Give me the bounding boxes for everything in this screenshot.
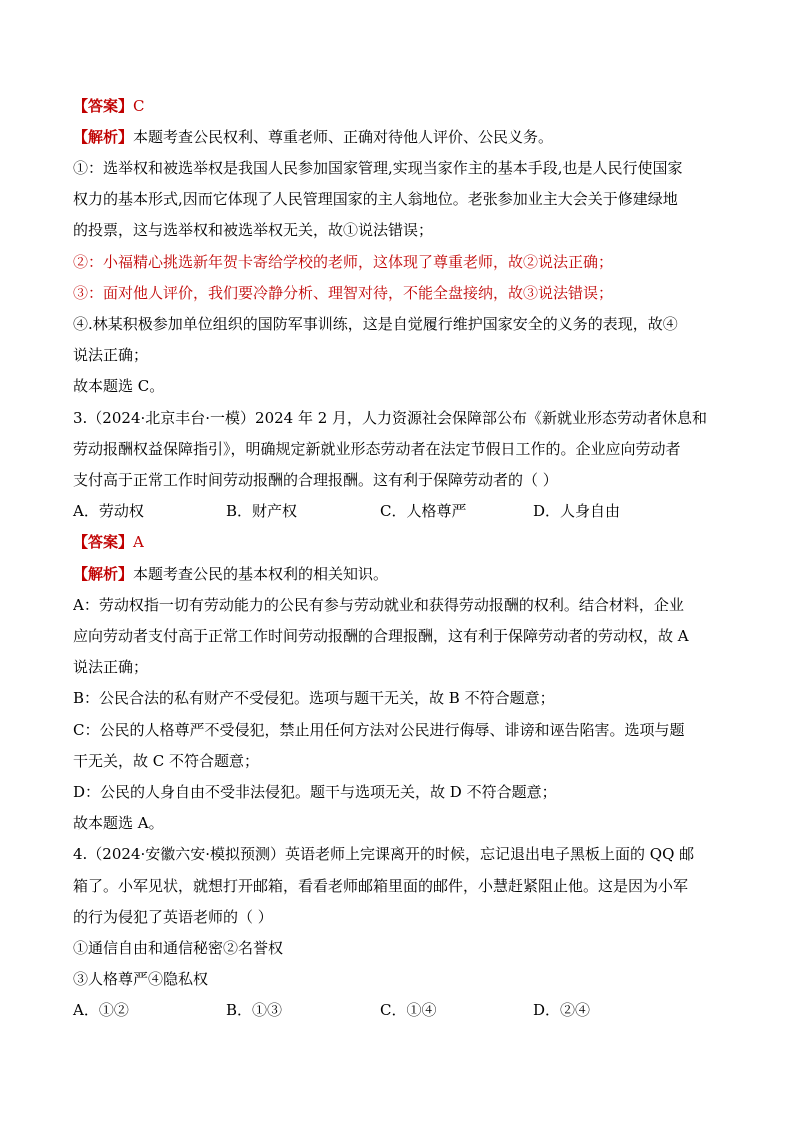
q2-line-7: 说法正确；: [73, 346, 149, 364]
q3-answer-label: 【答案】: [73, 533, 134, 551]
q3-line-8: 故本题选 A。: [73, 814, 164, 832]
q2-answer-line: [73, 96, 733, 116]
q2-analysis-intro: 本题考查公民权利、尊重老师、正确对待他人评价、公民义务。: [133, 128, 554, 146]
q2-answer-label: 【答案】: [73, 97, 134, 115]
q3-stem-1: 3.（2024·北京丰台·一模）2024 年 2 月，人力资源社会保障部公布《新就业形态劳动者休息和: [73, 409, 708, 427]
q3-option-b: B．财产权: [226, 502, 298, 520]
q3-stem-2: 劳动报酬权益保障指引》，明确规定新就业形态劳动者在法定节假日工作的。企业应向劳动者: [73, 440, 681, 458]
q3-line-3: 说法正确；: [73, 658, 149, 676]
q4-item-line-1: ①通信自由和通信秘密②名誉权: [73, 939, 284, 957]
q2-answer-value: C: [133, 97, 145, 115]
q2-line-1: ①：选举权和被选举权是我国人民参加国家管理,实现当家作主的基本手段,也是人民行使国家: [73, 159, 683, 177]
q2-line-4: ②：小福精心挑选新年贺卡寄给学校的老师，这体现了尊重老师，故②说法正确；: [73, 253, 614, 271]
q4-stem-1: 4.（2024·安徽六安·模拟预测）英语老师上完课离开的时候，忘记退出电子黑板上面的 QQ 邮: [73, 845, 695, 863]
q2-line-6: ④.林某积极参加单位组织的国防军事训练，这是自觉履行维护国家安全的义务的表现，故④: [73, 315, 678, 333]
q3-analysis-label: 【解析】: [73, 565, 134, 583]
q4-option-c: C．①④: [380, 1001, 437, 1019]
q4-option-d: D．②④: [533, 1001, 591, 1019]
q4-option-b: B．①③: [226, 1001, 283, 1019]
q3-line-4: B：公民合法的私有财产不受侵犯。选项与题干无关，故 B 不符合题意；: [73, 689, 555, 707]
q3-line-6: 干无关，故 C 不符合题意；: [73, 752, 260, 770]
q3-answer-line: [73, 532, 733, 552]
q4-stem-2: 箱了。小军见状，就想打开邮箱，看看老师邮箱里面的邮件，小慧赶紧阻止他。这是因为小军: [73, 877, 689, 895]
q3-option-a: A．劳动权: [73, 502, 144, 520]
q4-option-a: A．①②: [73, 1001, 129, 1019]
q2-line-2: 权力的基本形式,因而它体现了人民管理国家的主人翁地位。老张参加业主大会关于修建绿地: [73, 190, 678, 208]
q3-analysis-line: [73, 564, 733, 584]
q2-line-3: 的投票，这与选举权和被选举权无关，故①说法错误；: [73, 221, 434, 239]
q4-item-line-2: ③人格尊严④隐私权: [73, 970, 209, 988]
q3-line-5: C：公民的人格尊严不受侵犯，禁止用任何方法对公民进行侮辱、诽谤和诬告陷害。选项与题: [73, 721, 685, 739]
q3-answer-value: A: [133, 533, 144, 551]
q3-analysis-intro: 本题考查公民的基本权利的相关知识。: [133, 565, 389, 583]
q3-line-1: A：劳动权指一切有劳动能力的公民有参与劳动就业和获得劳动报酬的权利。结合材料，企业: [73, 596, 684, 614]
q3-option-c: C．人格尊严: [380, 502, 467, 520]
q2-line-5: ③：面对他人评价，我们要冷静分析、理智对待，不能全盘接纳，故③说法错误；: [73, 284, 614, 302]
q2-analysis-label: 【解析】: [73, 128, 134, 146]
q3-stem-3: 支付高于正常工作时间劳动报酬的合理报酬。这有利于保障劳动者的（ ）: [73, 471, 558, 489]
q3-line-7: D：公民的人身自由不受非法侵犯。题干与选项无关，故 D 不符合题意；: [73, 783, 557, 801]
q2-line-8: 故本题选 C。: [73, 377, 165, 395]
q3-option-d: D．人身自由: [533, 502, 621, 520]
q3-line-2: 应向劳动者支付高于正常工作时间劳动报酬的合理报酬，这有利于保障劳动者的劳动权，故 A: [73, 627, 689, 645]
q2-analysis-line: [73, 127, 733, 147]
q4-stem-3: 的行为侵犯了英语老师的（ ）: [73, 908, 273, 926]
